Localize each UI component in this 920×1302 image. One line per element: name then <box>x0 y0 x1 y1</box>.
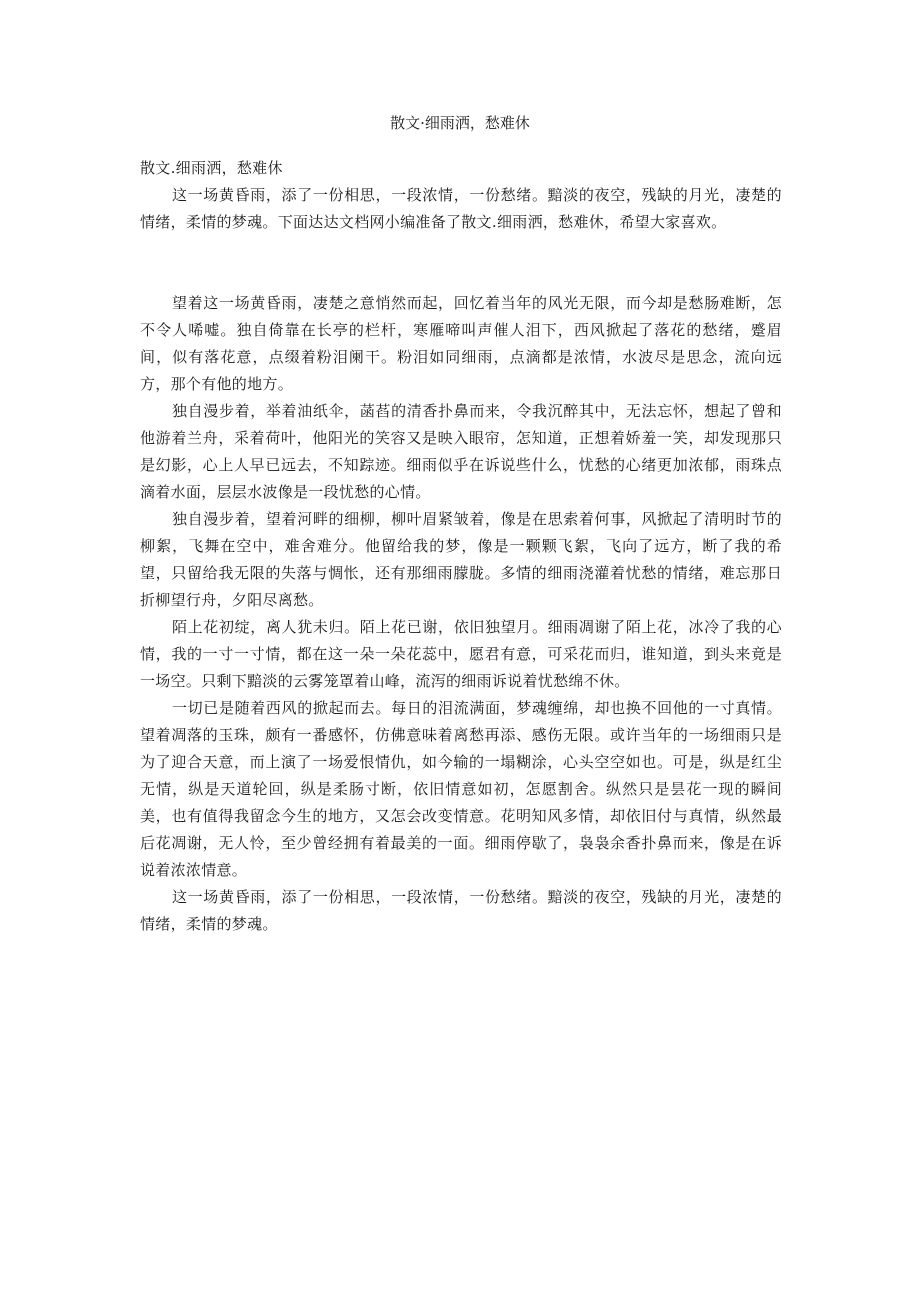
body-paragraph-1: 望着这一场黄昏雨，凄楚之意悄然而起，回忆着当年的风光无限，而今却是愁肠难断，怎不令人唏嘘。独自倚靠在长亭的栏杆，寒雁啼叫声催人泪下，西风掀起了落花的愁绪，蹙眉间，似有落花意，点缀着粉泪阑干。粉泪如同细雨，点滴都是浓情，水波尽是思念，流向远方，那个有他的地方。 <box>140 294 782 393</box>
section-spacer <box>140 236 782 290</box>
intro-paragraph: 这一场黄昏雨，添了一份相思，一段浓情，一份愁绪。黯淡的夜空，残缺的月光，凄楚的情绪，柔情的梦魂。下面达达文档网小编准备了散文.细雨洒，愁难休，希望大家喜欢。 <box>140 186 782 231</box>
document-title: 散文·细雨洒，愁难休 <box>390 114 530 132</box>
document-body <box>140 155 782 938</box>
body-paragraph-5: 一切已是随着西风的掀起而去。每日的泪流满面，梦魂缠绵，却也换不回他的一寸真情。望着凋落的玉珠，颇有一番感怀，仿佛意味着离愁再添、感伤无限。或许当年的一场细雨只是为了迎合天意，而上演了一场爱恨情仇，如今输的一塌糊涂，心头空空如也。可是，纵是红尘无情，纵是天道轮回，纵是柔肠寸断，依旧情意如初，怎愿割舍。纵然只是昙花一现的瞬间美，也有值得我留念今生的地方，又怎会改变情意。花明知风多情，却依旧付与真情，纵然最后花凋谢，无人怜，至少曾经拥有着最美的一面。细雨停歇了，袅袅余香扑鼻而来，像是在诉说着浓浓情意。 <box>140 699 782 879</box>
body-paragraph-6: 这一场黄昏雨，添了一份相思，一段浓情，一份愁绪。黯淡的夜空，残缺的月光，凄楚的情绪，柔情的梦魂。 <box>140 888 782 933</box>
document-subtitle: 散文.细雨洒，愁难休 <box>140 159 283 177</box>
body-paragraph-4: 陌上花初绽，离人犹未归。陌上花已谢，依旧独望月。细雨凋谢了陌上花，冰冷了我的心情，我的一寸一寸情，都在这一朵一朵花蕊中，愿君有意，可采花而归，谁知道，到头来竟是一场空。只剩下黯淡的云雾笼罩着山峰，流泻的细雨诉说着忧愁绵不休。 <box>140 618 782 690</box>
body-paragraph-3: 独自漫步着，望着河畔的细柳，柳叶眉紧皱着，像是在思索着何事，风掀起了清明时节的柳絮，飞舞在空中，难舍难分。他留给我的梦，像是一颗颗飞絮，飞向了远方，断了我的希望，只留给我无限的失落与惆怅，还有那细雨朦胧。多情的细雨浇灌着忧愁的情绪，难忘那日折柳望行舟，夕阳尽离愁。 <box>140 510 782 609</box>
body-paragraph-2: 独自漫步着，举着油纸伞，菡萏的清香扑鼻而来，令我沉醉其中，无法忘怀，想起了曾和他游着兰舟，采着荷叶，他阳光的笑容又是映入眼帘，怎知道，正想着娇羞一笑，却发现那只是幻影，心上人早已远去，不知踪迹。细雨似乎在诉说些什么，忧愁的心绪更加浓郁，雨珠点滴着水面，层层水波像是一段忧愁的心情。 <box>140 402 782 501</box>
